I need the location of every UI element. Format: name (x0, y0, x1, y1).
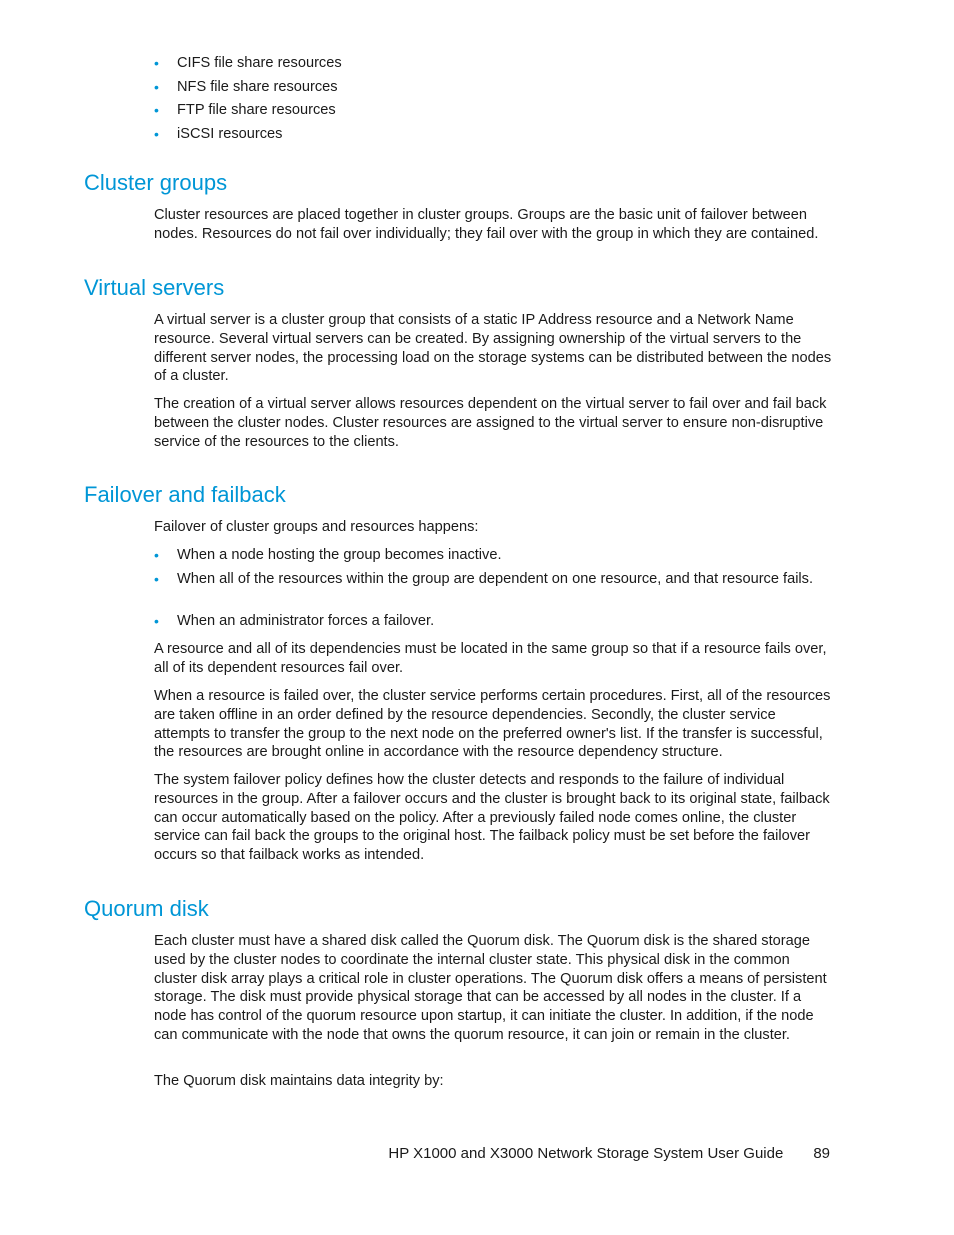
list-item: • When a node hosting the group becomes inactive. (154, 547, 502, 563)
paragraph: A virtual server is a cluster group that consists of a static IP Address resource and a Network Name resource. Several virtual servers can be created. By assigning ownership of the virtual servers to the different server nodes, the processing load on the storage systems can be distributed between the nodes of a cluster. (154, 312, 832, 385)
section-heading-failover-and-failback: Failover and failback (84, 482, 286, 507)
page-number: 89 (813, 1145, 830, 1162)
bullet-icon: • (154, 102, 159, 118)
paragraph: Cluster resources are placed together in cluster groups. Groups are the basic unit of failover between nodes. Resources do not fail over individually; they fail over with the group in which they are contained. (154, 207, 819, 242)
paragraph: Each cluster must have a shared disk called the Quorum disk. The Quorum disk is the shared storage used by the cluster nodes to coordinate the internal cluster state. This physical disk in the common cluster disk array plays a critical role in cluster operations. The Quorum disk offers a means of persistent storage. The disk must provide physical storage that can be accessed by all nodes in the cluster. If a node has control of the quorum resource upon startup, it can initiate the cluster. In addition, if the node can communicate with the node that owns the quorum resource, it can join or remain in the cluster. (154, 933, 827, 1043)
list-item: • CIFS file share resources (154, 55, 342, 71)
paragraph: When a resource is failed over, the cluster service performs certain procedures. First, all of the resources are taken offline in an order defined by the resource dependencies. Secondly, the cluster service attempts to transfer the group to the next node on the preferred owner's list. If the transfer is successful, the resources are brought online in accordance with the resource dependency structure. (154, 688, 831, 761)
bullet-icon: • (154, 547, 159, 563)
bullet-icon: • (154, 55, 159, 71)
list-item: • NFS file share resources (154, 79, 338, 95)
bullet-icon: • (154, 126, 159, 142)
list-item: • When all of the resources within the group are dependent on one resource, and that resource fails. (154, 571, 814, 587)
list-item: • When an administrator forces a failover. (154, 613, 435, 629)
bullet-icon: • (154, 613, 159, 629)
paragraph: The system failover policy defines how the cluster detects and responds to the failure of individual resources in the group. After a failover occurs and the cluster is brought back to its original state, failback can occur automatically based on the policy. After a previously failed node comes online, the cluster service can fail back the groups to the original host. The failback policy must be set before the failover occurs so that failback works as intended. (154, 772, 830, 864)
list-item: • FTP file share resources (154, 102, 336, 118)
paragraph: The Quorum disk maintains data integrity by: (154, 1073, 444, 1089)
bullet-icon: • (154, 571, 159, 587)
list-item: • iSCSI resources (154, 126, 283, 142)
page-footer (300, 1144, 830, 1164)
paragraph: Failover of cluster groups and resources happens: (154, 519, 479, 535)
paragraph: The creation of a virtual server allows resources dependent on the virtual server to fail over and fail back between the cluster nodes. Cluster resources are assigned to the virtual server to ensure non-disruptive service of the resources to the clients. (154, 396, 827, 450)
footer-title: HP X1000 and X3000 Network Storage System User Guide (388, 1145, 784, 1162)
paragraph: A resource and all of its dependencies must be located in the same group so that if a resource fails over, all of its dependent resources fail over. (154, 641, 827, 676)
bullet-icon: • (154, 79, 159, 95)
section-heading-cluster-groups: Cluster groups (84, 170, 228, 195)
section-heading-virtual-servers: Virtual servers (84, 275, 225, 300)
section-heading-quorum-disk: Quorum disk (84, 896, 209, 921)
